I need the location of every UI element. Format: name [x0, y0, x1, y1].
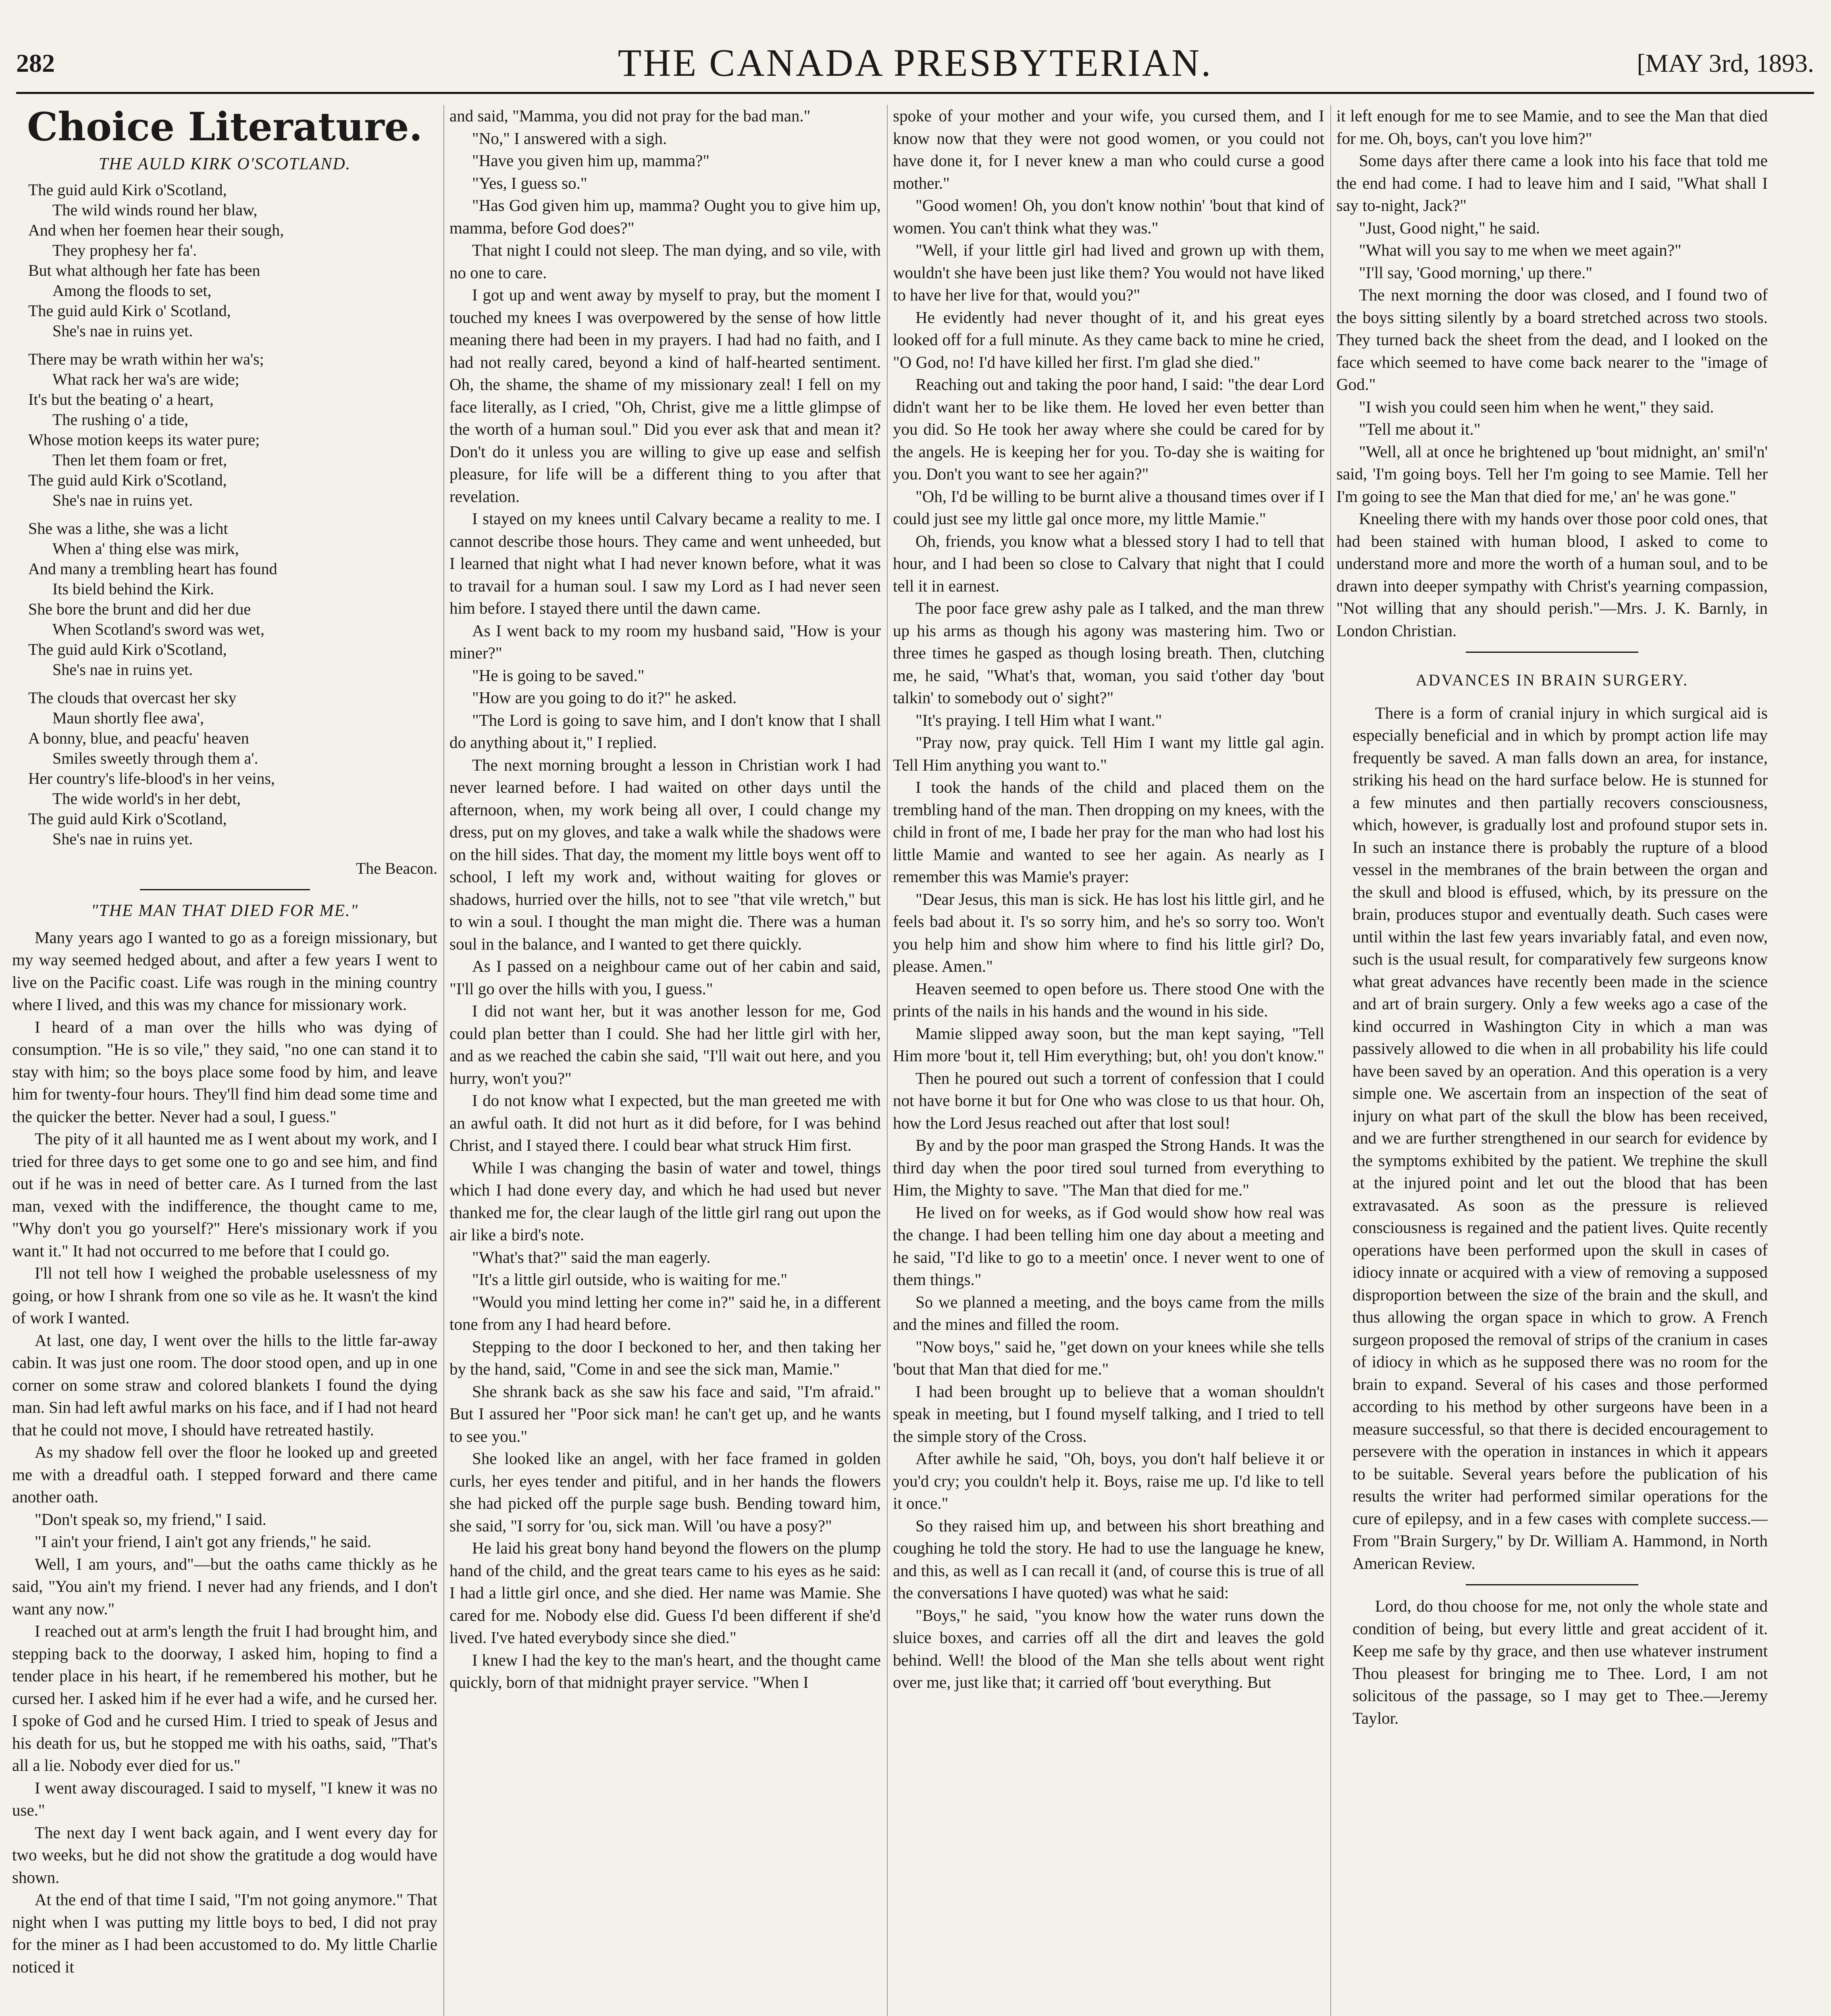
paragraph: As I went back to my room my husband said, "How is your miner?" [449, 621, 881, 662]
paragraph: The next morning the door was closed, and I found two of the boys sitting silently by a board stretched across two stools. They turned back the sheet from the dead, and I looked on the face which seemed to have come back nearer to the "image of God." [1336, 285, 1768, 394]
paragraph: it left enough for me to see Mamie, and to see the Man that died for me. Oh, boys, can't you love him?" [1336, 106, 1768, 148]
paragraph: After awhile he said, "Oh, boys, you don't half believe it or you'd cry; you couldn't help it. Boys, raise me up. I'd like to tell it once." [893, 1449, 1324, 1512]
story-body-col2 [449, 105, 881, 1694]
paragraph: "What will you say to me when we meet again?" [1359, 241, 1681, 259]
column-1 [12, 105, 437, 2016]
paragraph: "Yes, I guess so." [472, 173, 587, 192]
poem-line: She bore the brunt and did her due [28, 600, 251, 618]
poem-line: And many a trembling heart has found [28, 559, 277, 578]
poem-line: She's nae in ruins yet. [52, 491, 193, 509]
paragraph: I'll not tell how I weighed the probable uselessness of my going, or how I shrank from one so vile as he. It wasn't the kind of work I wanted. [12, 1264, 437, 1327]
paragraph: "Good women! Oh, you don't know nothin' 'bout that kind of women. You can't think what they was." [893, 196, 1324, 237]
poem-title: THE AULD KIRK O'SCOTLAND. [98, 155, 351, 173]
poem-line: When a' thing else was mirk, [52, 539, 239, 558]
paragraph: At last, one day, I went over the hills to the little far-away cabin. It was just one room. The door stood open, and up in one corner on some straw and colored blankets I found the dying man. Sin had left awful marks on his face, and if I had not heard that he could not move, I should have retreated hastily. [12, 1331, 437, 1439]
poem-line: The wide world's in her debt, [52, 789, 241, 808]
section-title: Choice Literature. [27, 105, 423, 150]
paragraph: "Has God given him up, mamma? Ought you to give him up, mamma, before God does?" [449, 196, 881, 237]
paragraph: I had been brought up to believe that a woman shouldn't speak in meeting, but I found myself talking, and I tried to tell the simple story of the Cross. [893, 1382, 1324, 1445]
divider [1466, 652, 1638, 653]
paragraph: By and by the poor man grasped the Strong Hands. It was the third day when the poor tired soul turned from everything to Him, the Mighty to save. "The Man that died for me." [893, 1136, 1324, 1199]
paragraph: "Dear Jesus, this man is sick. He has lost his little girl, and he feels bad about it. I's so sorry him, and he's so sorry too. Won't you help him and show him where to find his little girl? Do, please. Amen." [893, 889, 1324, 975]
poem-line: Her country's life-blood's in her veins, [28, 769, 275, 787]
paragraph: "Don't speak so, my friend," I said. [35, 1510, 266, 1529]
article-title: ADVANCES IN BRAIN SURGERY. [1415, 671, 1689, 689]
paragraph: "Have you given him up, mamma?" [472, 151, 710, 170]
column-divider [443, 105, 444, 2016]
paragraph: At the end of that time I said, "I'm not going anymore." That night when I was putting my little boys to bed, I did not pray for the miner as I had been accustomed to do. My little Charlie noticed it [12, 1890, 437, 1976]
paragraph: "It's praying. I tell Him what I want." [916, 710, 1162, 729]
poem-line: The wild winds round her blaw, [52, 200, 258, 219]
divider [1466, 1584, 1638, 1585]
poem-line: The guid auld Kirk o'Scotland, [28, 471, 227, 489]
paragraph: She shrank back as she saw his face and said, "I'm afraid." But I assured her "Poor sick man! he can't get up, and he wants to see you." [449, 1382, 881, 1445]
column-2 [449, 105, 881, 2016]
poem-line: The guid auld Kirk o'Scotland, [28, 180, 227, 199]
column-3 [893, 105, 1324, 2016]
story-title: "THE MAN THAT DIED FOR ME." [91, 902, 359, 920]
paragraph: "How are you going to do it?" he asked. [472, 688, 737, 707]
paragraph: So they raised him up, and between his short breathing and coughing he told the story. He had to use the language he knew, and this, as well as I can recall it (and, of course this is true of all the conversations I have quoted) was what he said: [893, 1516, 1324, 1602]
paragraph: I heard of a man over the hills who was dying of consumption. "He is so vile," they said, "no one can stand it to stay with him; so the boys place some food by him, and leave him for twenty-four hours. They'll find him dead some time and the quicker the better. Never had a soul, I guess." [12, 1017, 437, 1126]
paragraph: I went away discouraged. I said to myself, "I knew it was no use." [12, 1778, 437, 1819]
paragraph: and said, "Mamma, you did not pray for the bad man." [449, 106, 811, 125]
paragraph: "Just, Good night," he said. [1359, 218, 1540, 237]
paragraph: As I passed on a neighbour came out of her cabin and said, "I'll go over the hills with you, I guess." [449, 957, 881, 998]
poem-credit: The Beacon. [356, 859, 437, 877]
paragraph: "Pray now, pray quick. Tell Him I want my little gal agin. Tell Him anything you want to." [893, 733, 1324, 774]
poem-stanza [28, 519, 437, 680]
paragraph: He evidently had never thought of it, and his great eyes looked off for a full minute. As they came back to mine he cried, "O God, no! I'd have killed her first. I'm glad she died." [893, 308, 1324, 371]
poem-line: Smiles sweetly through them a'. [52, 749, 258, 767]
paragraph: I knew I had the key to the man's heart, and the thought came quickly, born of that midnight prayer service. "When I [449, 1650, 881, 1691]
poem-line: The rushing o' a tide, [52, 410, 189, 429]
paragraph: There is a form of cranial injury in which surgical aid is especially beneficial and in which by prompt action life may frequently be saved. A man falls down an area, for instance, striking his head on the hard surface below. He is stunned for a few minutes and then partially recovers consciousness, which, however, is gradually lost and profound stupor sets in. In such an instance there is probably the rupture of a blood vessel in the membranes of the brain between the organ and the skull and blood is effused, which, by its pressure on the brain, produces stupor and eventually death. Such cases were until within the last few years invariably fatal, and even now, such is the usual result, for comparatively few surgeons know what great advances have recently been made in the science and art of brain surgery. Only a few weeks ago a case of the kind occurred in Washington City in which a man was passively allowed to die when in all probability his life could have been saved by an operation. And this operation is a very simple one. We ascertain from an inspection of the seat of injury on what part of the skull the blow has been received, and we are further strengthened in our search for evidence by the symptoms exhibited by the patient. We trephine the skull at the injured point and let out the blood that has been extravasated. As soon as the pressure is relieved consciousness is regained and the patient lives. Quite recently operations have been performed upon the skull in cases of idiocy innate or acquired with a view of removing a supposed disproportion between the size of the brain and the skull, and thus allowing the organ space in which to grow. A French surgeon proposed the removal of strips of the cranium in cases of idiocy in which as he supposed there was no room for the brain to expand. Several of his cases and those performed according to his method by other surgeons have been in a measure successful, so that there is decided encouragement to persevere with the operation in instances in which it appears to be suitable. Several years before the publication of his results the writer had performed similar operations for the cure of epilepsy, and in a few cases with complete success.—From "Brain Surgery," by Dr. William A. Hammond, in North American Review. [1352, 703, 1768, 1572]
divider [140, 889, 310, 890]
poem-line: She's nae in ruins yet. [52, 829, 193, 848]
story-body-col1 [12, 927, 437, 1979]
paragraph: "No," I answered with a sigh. [472, 129, 667, 148]
masthead [16, 32, 1814, 93]
poem-line: The guid auld Kirk o'Scotland, [28, 640, 227, 658]
poem-line: Whose motion keeps its water pure; [28, 430, 260, 449]
paragraph: "I ain't your friend, I ain't got any friends," he said. [35, 1532, 371, 1551]
poem-line: They prophesy her fa'. [52, 241, 197, 259]
poem-line: Maun shortly flee awa', [52, 708, 204, 727]
poem-line: The guid auld Kirk o'Scotland, [28, 809, 227, 828]
paragraph: Mamie slipped away soon, but the man kept saying, "Tell Him more 'bout it, tell Him everything; but, oh! you don't know." [893, 1024, 1324, 1065]
paragraph: "Now boys," said he, "get down on your knees while she tells 'bout that Man that died for me." [893, 1337, 1324, 1378]
paragraph: That night I could not sleep. The man dying, and so vile, with no one to care. [449, 241, 881, 282]
paragraph: He laid his great bony hand beyond the flowers on the plump hand of the child, and the great tears came to his eyes as he said: I had a little girl once, and she died. Her name was Mamie. She cared for me. Nobody else did. Guess I'd been different if she'd lived. I've hated everybody since she died." [449, 1539, 881, 1647]
poem-line: When Scotland's sword was wet, [52, 620, 264, 638]
poem-line: It's but the beating o' a heart, [28, 390, 214, 408]
paragraph: Stepping to the door I beckoned to her, and then taking her by the hand, said, "Come in and see the sick man, Mamie." [449, 1337, 881, 1378]
paragraph: The next day I went back again, and I went every day for two weeks, but he did not show the gratitude a dog would have shown. [12, 1823, 437, 1887]
masthead-rule [16, 92, 1814, 94]
article-body [1336, 702, 1768, 1575]
paragraph: "Boys," he said, "you know how the water runs down the sluice boxes, and carries off all the dirt and leaves the gold behind. Well! the blood of the Man she tells about went right over me, just like that; it carried off 'bout everything. But [893, 1606, 1324, 1691]
poem-line: The guid auld Kirk o' Scotland, [28, 301, 231, 320]
poem-line: She's nae in ruins yet. [52, 660, 193, 679]
paragraph: While I was changing the basin of water and towel, things which I had done every day, and which he had used but never thanked me for, the clear laugh of the little girl rang out upon the air like a bird's note. [449, 1158, 881, 1244]
story-body-col3 [893, 105, 1324, 1694]
paragraph: The pity of it all haunted me as I went about my work, and I tried for three days to get some one to go and see him, and find out if he was in need of better care. As I turned from the last man, vexed with the indifference, the thought came to me, "Why don't you go yourself?" Here's missionary work if you want it." It had not occurred to me before that I could go. [12, 1129, 437, 1260]
paragraph: "Well, if your little girl had lived and grown up with them, wouldn't she have been just like them? You would not have liked to have her live for that, would you?" [893, 241, 1324, 304]
issue-date: [MAY 3rd, 1893. [1637, 49, 1814, 77]
paragraph: He lived on for weeks, as if God would show how real was the change. I had been telling him one day about a meeting and he said, "I'd like to go to a meetin' once. I never went to one of them things." [893, 1203, 1324, 1289]
poem-line: And when her foemen hear their sough, [28, 221, 284, 239]
paragraph: spoke of your mother and your wife, you cursed them, and I know now that they were not good women, or you could not have done it, for I never knew a man who could curse a good mother." [893, 106, 1324, 192]
paragraph: "Well, all at once he brightened up 'bout midnight, an' smil'n' said, 'I'm going boys. Tell her I'm going to see Mamie. Tell her I'm going to see the Man that died for me,' an' he was gone." [1336, 442, 1768, 506]
poem-line: But what although her fate has been [28, 261, 260, 279]
paragraph: I did not want her, but it was another lesson for me, God could plan better than I could. She had her little girl with her, and as we reached the cabin she said, "I'll wait out here, and you hurry, won't you?" [449, 1002, 881, 1087]
paragraph: Oh, friends, you know what a blessed story I had to tell that hour, and I had been so close to Calvary that night that I could tell it in earnest. [893, 531, 1324, 595]
poem-line: Among the floods to set, [52, 281, 212, 300]
paragraph: Many years ago I wanted to go as a foreign missionary, but my way seemed hedged about, and after a few years I went to live on the Pacific coast. Life was rough in the mining country where I lived, and this was my chance for missionary work. [12, 928, 437, 1014]
prayer-paragraph: Lord, do thou choose for me, not only the whole state and condition of being, but every little and great accident of it. Keep me safe by thy grace, and then use whatever instrument Thou pleasest for bringing me to Thee. Lord, I am not solicitous of the passage, so I may get to Thee.—Jeremy Taylor. [1352, 1597, 1768, 1727]
paragraph: "He is going to be saved." [472, 666, 645, 685]
paragraph: I took the hands of the child and placed them on the trembling hand of the man. Then dropping on my knees, with the child in front of me, I bade her pray for the man who had lost his little Mamie and wanted to see her again. As nearly as I remember this was Mamie's prayer: [893, 778, 1324, 886]
paragraph: Well, I am yours, and"—but the oaths came thickly as he said, "You ain't my friend. I never had any friends, and I don't want any now." [12, 1554, 437, 1618]
paragraph: "Tell me about it." [1359, 420, 1481, 438]
column-divider [887, 105, 888, 2016]
paragraph: "Would you mind letting her come in?" said he, in a different tone from any I had heard before. [449, 1292, 881, 1333]
paragraph: "I'll say, 'Good morning,' up there." [1359, 263, 1593, 282]
poem-line: What rack her wa's are wide; [52, 370, 239, 388]
paragraph: Then he poured out such a torrent of confession that I could not have borne it but for One who was close to us that hour. Oh, how the Lord Jesus reached out after that lost soul! [893, 1068, 1324, 1132]
poem-stanza [28, 349, 437, 510]
poem-line: Its bield behind the Kirk. [52, 579, 214, 598]
poem-line: A bonny, blue, and peacfu' heaven [28, 729, 249, 747]
paragraph: I do not know what I expected, but the man greeted me with an awful oath. It did not hurt as it did before, for I was behind Christ, and I stayed there. I could bear what struck Him first. [449, 1091, 881, 1154]
paragraph: Heaven seemed to open before us. There stood One with the prints of the nails in his hands and the wound in his side. [893, 979, 1324, 1020]
paragraph: The next morning brought a lesson in Christian work I had never learned before. I had waited on other days until the afternoon, when, my work being all over, I could change my dress, put on my gloves, and take a walk while the shadows were on the hill sides. That day, the moment my little boys went off to school, I left my work and, without waiting for gloves or shadows, hurried over the hills, not to see "that vile wretch," but to win a soul. I thought the man might die. There was a human soul in the balance, and I wanted to get there quickly. [449, 755, 881, 953]
paragraph: "What's that?" said the man eagerly. [472, 1248, 711, 1266]
poem-line: She's nae in ruins yet. [52, 321, 193, 340]
column-divider [1330, 105, 1331, 2016]
newspaper-title: THE CANADA PRESBYTERIAN. [618, 41, 1213, 84]
paragraph: I reached out at arm's length the fruit I had brought him, and stepping back to the doorway, I asked him, hoping to find a tender place in his heart, if he remembered his mother, but he cursed her. I asked him if he ever had a wife, and he cursed her. I spoke of God and he cursed Him. I tried to speak of Jesus and his death for us, but he stopped me with his oaths, said, "That's all a lie. Nobody ever died for us." [12, 1622, 437, 1774]
column-4 [1336, 105, 1768, 2016]
poem-stanza [28, 688, 437, 849]
paragraph: Kneeling there with my hands over those poor cold ones, that had been stained with human blood, I asked to come to understand more and more the worth of a human soul, and to be drawn into deeper sympathy with Christ's yearning compassion, "Not willing that any should perish."—Mrs. J. K. Barnly, in London Christian. [1336, 509, 1768, 640]
prayer-block [1336, 1595, 1768, 1729]
poem-line: There may be wrath within her wa's; [28, 350, 264, 368]
paragraph: The poor face grew ashy pale as I talked, and the man threw up his arms as though his agony was mastering him. Two or three times he gasped as though losing breath. Then, clutching me, he said, "What's that, woman, you said t'other day 'bout talkin' to somebody out o' sight?" [893, 599, 1324, 707]
page-number: 282 [16, 49, 55, 77]
paragraph: I stayed on my knees until Calvary became a reality to me. I cannot describe those hours. They came and went unheeded, but I learned that night what I had never known before, what it was to travail for a human soul. I saw my Lord as I had never seen him before. I stayed there until the dawn came. [449, 509, 881, 617]
paragraph: So we planned a meeting, and the boys came from the mills and the mines and filled the room. [893, 1292, 1324, 1333]
poem-line: The clouds that overcast her sky [28, 688, 237, 707]
paragraph: Some days after there came a look into his face that told me the end had come. I had to leave him and I said, "What shall I say to-night, Jack?" [1336, 151, 1768, 215]
poem-line: She was a lithe, she was a licht [28, 519, 228, 537]
paragraph: "Oh, I'd be willing to be burnt alive a thousand times over if I could just see my little gal once more, my little Mamie." [893, 487, 1324, 528]
poem-stanza [28, 180, 437, 341]
story-body-col4 [1336, 105, 1768, 642]
paragraph: Reaching out and taking the poor hand, I said: "the dear Lord didn't want her to be like them. He loved her even better than you did. So He took her away where she could be cared for by the angels. He is keeping her for you. To-day she is waiting for you. Don't you want to see her again?" [893, 375, 1324, 483]
paragraph: "It's a little girl outside, who is waiting for me." [472, 1270, 788, 1289]
paragraph: As my shadow fell over the floor he looked up and greeted me with a dreadful oath. I stepped forward and there came another oath. [12, 1443, 437, 1506]
paragraph: I got up and went away by myself to pray, but the moment I touched my knees I was overpowered by the sense of how little meaning there had been in my prayers. I had had no faith, and I had not really cared, beyond a kind of half-hearted sentiment. Oh, the shame, the shame of my missionary zeal! I fell on my face literally, as I cried, "Oh, Christ, give me a little glimpse of the worth of a human soul." Did you ever ask that and mean it? Don't do it unless you are willing to give up ease and selfish pleasure, for life will be a different thing to you after that revelation. [449, 285, 881, 506]
paragraph: She looked like an angel, with her face framed in golden curls, her eyes tender and pitiful, and in her hands the flowers she had picked off the purple sage bush. Bending toward him, she said, "I sorry for 'ou, sick man. Will 'ou have a posy?" [449, 1449, 881, 1535]
paragraph: "The Lord is going to save him, and I don't know that I shall do anything about it," I replied. [449, 710, 881, 752]
poem-line: Then let them foam or fret, [52, 450, 227, 469]
poem [28, 180, 437, 849]
paragraph: "I wish you could seen him when he went," they said. [1359, 397, 1714, 416]
